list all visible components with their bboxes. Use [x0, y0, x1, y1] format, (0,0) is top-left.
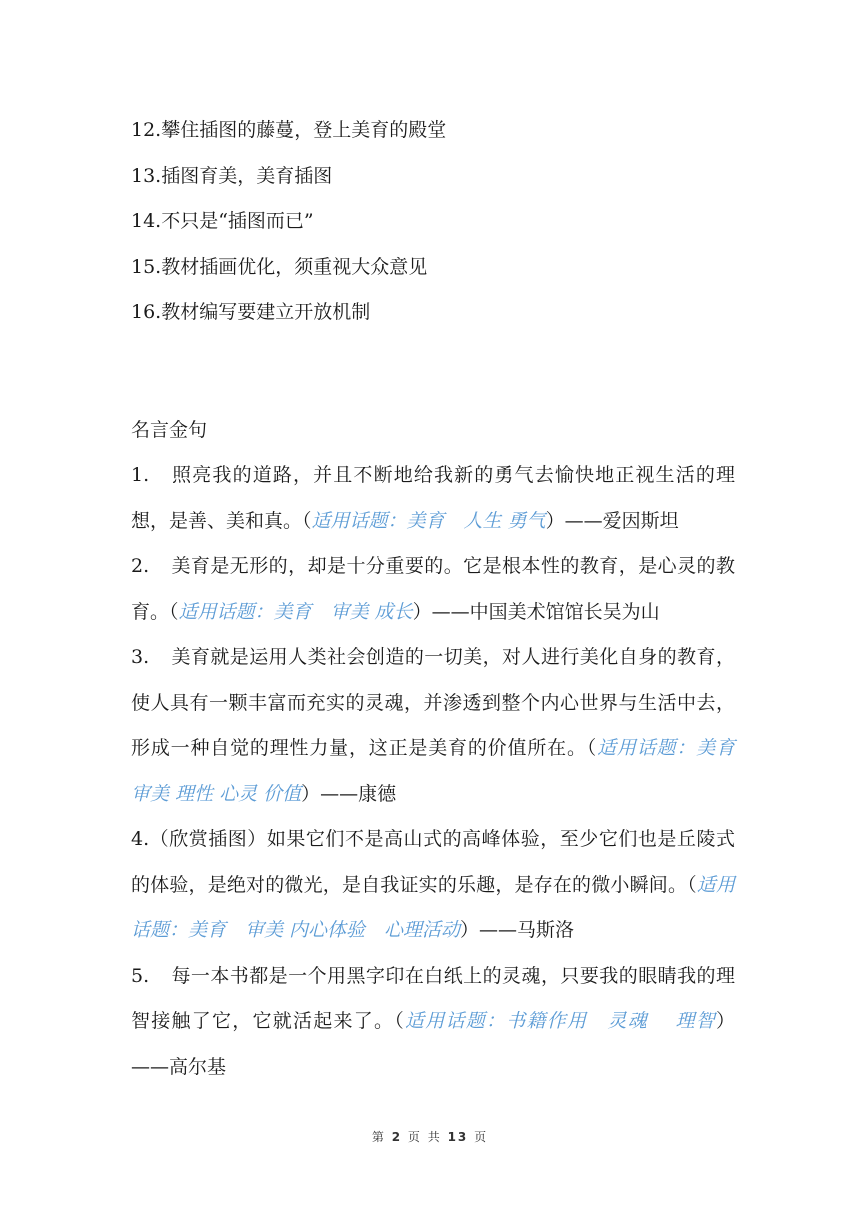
quote-number: 3.: [131, 646, 150, 668]
quote-topic: 适用话题：美育 审美 内心体验 心理活动: [131, 873, 735, 941]
quote-text: 照亮我的道路，并且不断地给我新的勇气去愉快地正视生活的理想，是善、美和真。（: [131, 464, 735, 532]
quote-text: （欣赏插图）如果它们不是高山式的高峰体验，至少它们也是丘陵式的体验，是绝对的微光，是自我证实的乐趣，是存在的微小瞬间。（: [131, 828, 735, 896]
quote-number: 1.: [131, 464, 150, 486]
current-page-number: 2: [391, 1130, 403, 1144]
footer-prefix: 第: [371, 1130, 386, 1144]
quote-author: ）——中国美术馆馆长吴为山: [412, 600, 660, 623]
list-item-14: 14.不只是“插图而已”: [131, 210, 314, 232]
quote-4: [131, 817, 735, 954]
list-item-13: 13.插图育美，美育插图: [131, 164, 333, 187]
quote-number: 4.: [131, 828, 150, 850]
section-title: 名言金句: [131, 418, 208, 441]
list-item-15: 15.教材插画优化，须重视大众意见: [131, 255, 428, 278]
footer-suffix: 页: [474, 1130, 489, 1144]
quote-topic: 适用话题：书籍作用 灵魂 理智: [404, 1010, 716, 1032]
quote-2: [131, 544, 735, 635]
list-item-16: 16.教材编写要建立开放机制: [131, 301, 371, 323]
total-page-count: 13: [447, 1130, 469, 1144]
quote-topic: 适用话题：美育 审美 理性 心灵 价值: [131, 737, 754, 805]
page-content: [131, 108, 754, 1090]
quote-author: ）——马斯洛: [460, 919, 575, 941]
quote-3: [131, 635, 754, 817]
quote-number: 5.: [131, 964, 150, 987]
quote-topic: 适用话题：美育 审美 成长: [178, 600, 413, 623]
quote-topic: 适用话题：美育 人生 勇气: [311, 509, 546, 532]
page-footer: [0, 1128, 860, 1145]
quote-text: 美育就是运用人类社会创造的一切美，对人进行美化自身的教育，使人具有一颗丰富而充实的灵魂，并渗透到整个内心世界与生活中去，形成一种自觉的理性力量，这正是美育的价值所在。（: [131, 646, 735, 759]
quote-text: 美育是无形的，却是十分重要的。它是根本性的教育，是心灵的教育。（: [131, 555, 735, 623]
quote-author: ）——高尔基: [131, 1010, 735, 1078]
quote-1: [131, 453, 735, 544]
list-item-12: 12.攀住插图的藤蔓，登上美育的殿堂: [131, 119, 447, 141]
footer-middle: 页 共: [407, 1130, 442, 1144]
quote-text: 每一本书都是一个用黑字印在白纸上的灵魂，只要我的眼睛我的理智接触了它，它就活起来了。（: [131, 964, 735, 1032]
quote-author: ）——康德: [301, 782, 397, 805]
quote-number: 2.: [131, 555, 150, 577]
quote-5: [131, 954, 735, 1091]
quote-author: ）——爱因斯坦: [545, 509, 679, 532]
